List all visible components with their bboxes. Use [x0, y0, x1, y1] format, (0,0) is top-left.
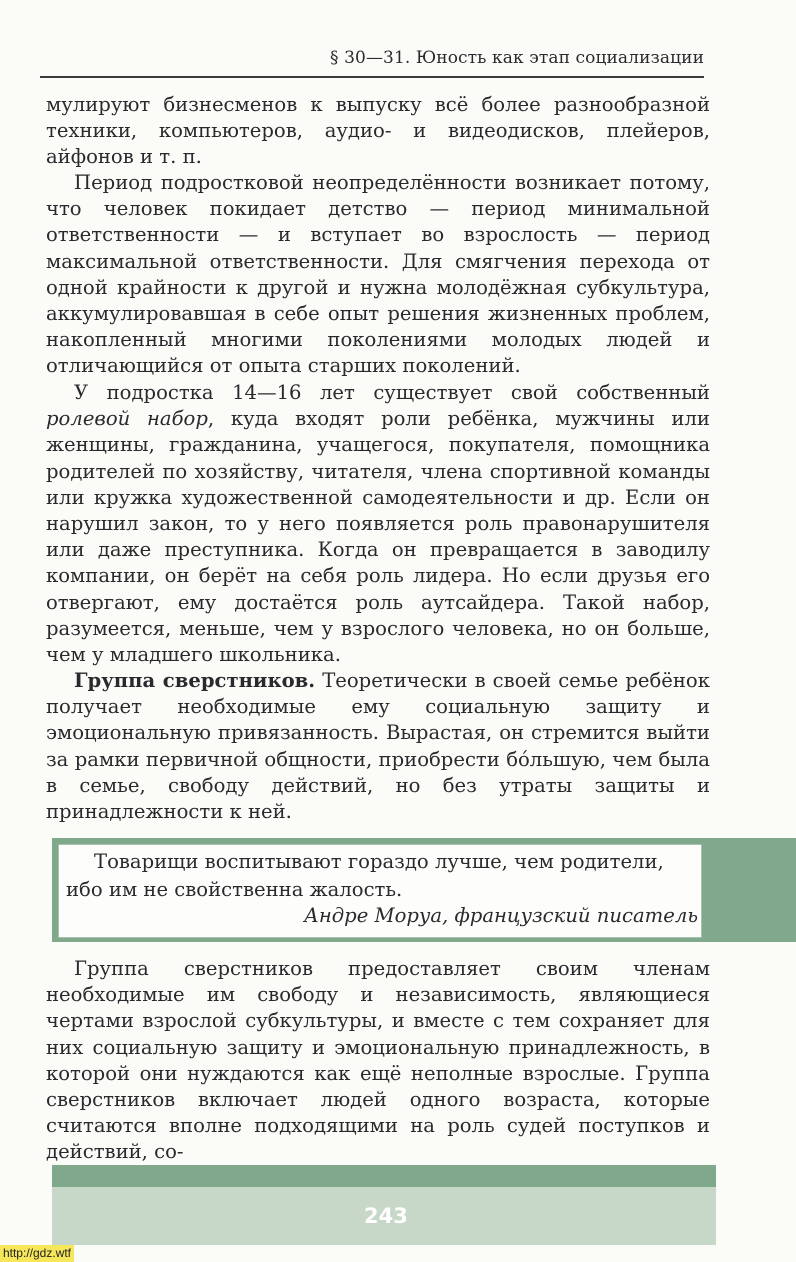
watermark-link[interactable]: http://gdz.wtf — [0, 1245, 74, 1262]
paragraph-1-text: мулируют бизнесменов к выпуску всё более разнообразной техники, компьютеров, аудио- и видеодисков, плейеров, айфонов и т. п. — [46, 93, 710, 169]
footer-accent-band — [52, 1165, 716, 1187]
paragraph-3-text-start: У подростка 14—16 лет существует свой собственный — [74, 381, 710, 404]
paragraph-2-text: Период подростковой неопределённости возникает потому, что человек покидает детство — период минимальной ответственности — и вступает во взрослость — период максимальной ответственности. Для смягчения перехода от одной крайности к другой и нужна молодёжная субкультура, аккумулировавшая в себе опыт решения жизненных проблем, накопленный многими поколениями молодых людей и отличающийся от опыта старших поколений. — [46, 171, 710, 378]
paragraph-2 — [46, 170, 710, 380]
quote-author: Андре Моруа, французский писатель — [304, 904, 698, 927]
quote-text — [66, 848, 696, 904]
role-set-term: ролевой набор — [46, 407, 208, 431]
paragraph-3-text-end: , куда входят роли ребёнка, мужчины или женщины, гражданина, учащегося, покупателя, помощника родителей по хозяйству, читателя, члена спортивной команды или кружка художественной самодеятельности и др. Если он нарушил закон, то у него появляется роль правонарушителя или даже преступника. Когда он превращается в заводилу компании, он берёт на себя роль лидера. Но если друзья его отвергают, ему достаётся роль аутсайдера. Такой набор, разумеется, меньше, чем у взрослого человека, но он больше, чем у младшего школьника. — [46, 407, 710, 667]
paragraph-4 — [46, 668, 710, 825]
paragraph-3 — [46, 380, 710, 668]
paragraph-4-text: Теоретически в своей семье ребёнок получает необходимые ему социальную защиту и эмоциональную привязанность. Вырастая, он стремится выйти за рамки первичной общности, приобрести бóльшую, чем была в семье, свободу действий, но без утраты защиты и принадлежности к ней. — [46, 669, 710, 824]
quote-body: Товарищи воспитывают гораздо лучше, чем родители, ибо им не свойственна жалость. — [66, 850, 664, 901]
header-divider — [40, 76, 704, 78]
paragraph-5 — [46, 956, 710, 1166]
paragraph-1 — [46, 92, 710, 171]
page-number: 243 — [364, 1204, 408, 1228]
peer-group-heading: Группа сверстников. — [74, 669, 316, 692]
section-title: § 30—31. Юность как этап социализации — [330, 48, 704, 68]
paragraph-5-text: Группа сверстников предоставляет своим членам необходимые им свободу и независимость, являющиеся чертами взрослой субкультуры, и вместе с тем сохраняет для них социальную защиту и эмоциональную принадлежность, в которой они нуждаются как ещё неполные взрослые. Группа сверстников включает людей одного возраста, которые считаются вполне подходящими на роль судей поступков и действий, со- — [46, 957, 710, 1164]
